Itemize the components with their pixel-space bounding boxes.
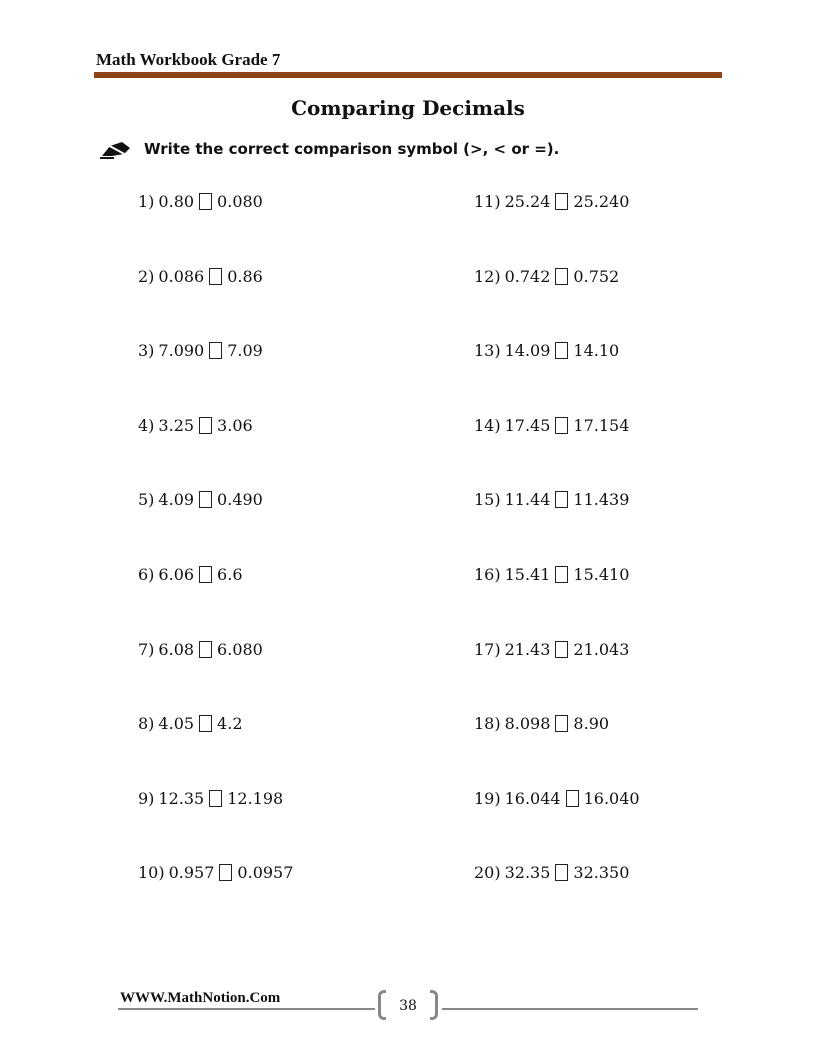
problem-row	[138, 714, 243, 733]
problem-row	[474, 565, 629, 584]
left-brace-icon	[378, 990, 386, 1020]
left-operand: 0.742	[504, 267, 551, 286]
answer-box[interactable]	[199, 641, 212, 658]
page-title: Comparing Decimals	[291, 96, 525, 120]
problem-number: 19)	[474, 789, 501, 808]
answer-box[interactable]	[555, 566, 568, 583]
problem-row	[474, 863, 629, 882]
answer-box[interactable]	[555, 864, 568, 881]
problem-row	[474, 640, 629, 659]
left-operand: 12.35	[158, 789, 205, 808]
right-operand: 21.043	[573, 640, 630, 659]
problem-row	[474, 789, 640, 808]
right-operand: 0.752	[573, 267, 620, 286]
answer-box[interactable]	[555, 491, 568, 508]
left-operand: 0.80	[158, 192, 195, 211]
footer-rule-left	[118, 1008, 375, 1010]
problem-number: 10)	[138, 863, 165, 882]
problem-number: 9)	[138, 789, 155, 808]
right-operand: 8.90	[573, 714, 610, 733]
left-operand: 8.098	[504, 714, 551, 733]
right-operand: 0.490	[217, 490, 263, 509]
instruction-text: Write the correct comparison symbol (>, < or =).	[144, 140, 560, 158]
answer-box[interactable]	[209, 342, 222, 359]
left-operand: 11.44	[504, 490, 551, 509]
problem-row	[474, 416, 629, 435]
problem-row	[138, 341, 263, 360]
answer-box[interactable]	[566, 790, 579, 807]
answer-box[interactable]	[209, 268, 222, 285]
pencil-hand-icon	[100, 138, 134, 160]
answer-box[interactable]	[199, 193, 212, 210]
left-operand: 15.41	[504, 565, 551, 584]
right-operand: 0.0957	[237, 863, 294, 882]
problem-number: 14)	[474, 416, 501, 435]
problem-number: 3)	[138, 341, 155, 360]
problem-row	[474, 714, 609, 733]
left-operand: 17.45	[504, 416, 551, 435]
problem-number: 6)	[138, 565, 155, 584]
right-operand: 11.439	[573, 490, 630, 509]
left-operand: 16.044	[504, 789, 561, 808]
problem-number: 15)	[474, 490, 501, 509]
problem-row	[138, 640, 263, 659]
left-operand: 21.43	[504, 640, 551, 659]
page-number: 38	[399, 998, 417, 1014]
answer-box[interactable]	[555, 641, 568, 658]
right-operand: 12.198	[227, 789, 284, 808]
answer-box[interactable]	[555, 417, 568, 434]
problem-row	[138, 192, 263, 211]
answer-box[interactable]	[199, 417, 212, 434]
problem-number: 18)	[474, 714, 501, 733]
right-operand: 16.040	[583, 789, 640, 808]
problem-row	[138, 267, 263, 286]
problem-row	[138, 789, 283, 808]
problem-number: 7)	[138, 640, 155, 659]
right-operand: 17.154	[573, 416, 630, 435]
answer-box[interactable]	[555, 715, 568, 732]
problem-row	[138, 490, 263, 509]
left-operand: 0.957	[168, 863, 215, 882]
answer-box[interactable]	[219, 864, 232, 881]
problem-row	[138, 416, 253, 435]
left-operand: 0.086	[158, 267, 205, 286]
problem-row	[474, 341, 619, 360]
footer-site: WWW.MathNotion.Com	[120, 990, 281, 1006]
right-operand: 32.350	[573, 863, 630, 882]
right-operand: 6.080	[217, 640, 263, 659]
left-operand: 32.35	[504, 863, 551, 882]
problem-number: 8)	[138, 714, 155, 733]
problem-number: 2)	[138, 267, 155, 286]
right-operand: 15.410	[573, 565, 630, 584]
problem-number: 16)	[474, 565, 501, 584]
problem-row	[474, 267, 619, 286]
left-operand: 6.06	[158, 565, 195, 584]
left-operand: 14.09	[504, 341, 551, 360]
problem-number: 4)	[138, 416, 155, 435]
answer-box[interactable]	[555, 342, 568, 359]
answer-box[interactable]	[209, 790, 222, 807]
instruction	[100, 138, 559, 160]
problem-number: 17)	[474, 640, 501, 659]
problem-number: 5)	[138, 490, 155, 509]
book-title: Math Workbook Grade 7	[96, 50, 281, 69]
left-operand: 6.08	[158, 640, 195, 659]
answer-box[interactable]	[555, 193, 568, 210]
footer-rule-right	[442, 1008, 698, 1010]
header-rule	[94, 72, 722, 78]
left-operand: 4.05	[158, 714, 195, 733]
right-operand: 0.080	[217, 192, 263, 211]
left-operand: 3.25	[158, 416, 195, 435]
left-operand: 4.09	[158, 490, 195, 509]
right-operand: 7.09	[227, 341, 263, 360]
right-operand: 3.06	[217, 416, 253, 435]
left-operand: 25.24	[504, 192, 551, 211]
problem-row	[138, 863, 293, 882]
answer-box[interactable]	[199, 715, 212, 732]
problem-number: 11)	[474, 192, 501, 211]
problem-number: 12)	[474, 267, 501, 286]
right-operand: 25.240	[573, 192, 630, 211]
answer-box[interactable]	[199, 491, 212, 508]
problem-number: 20)	[474, 863, 501, 882]
left-operand: 7.090	[158, 341, 205, 360]
problem-row	[474, 192, 629, 211]
right-operand: 0.86	[227, 267, 263, 286]
answer-box[interactable]	[555, 268, 568, 285]
right-brace-icon	[430, 990, 438, 1020]
right-operand: 14.10	[573, 341, 620, 360]
problem-number: 1)	[138, 192, 155, 211]
problem-number: 13)	[474, 341, 501, 360]
problem-row	[138, 565, 243, 584]
answer-box[interactable]	[199, 566, 212, 583]
right-operand: 6.6	[217, 565, 243, 584]
right-operand: 4.2	[217, 714, 243, 733]
problem-row	[474, 490, 629, 509]
